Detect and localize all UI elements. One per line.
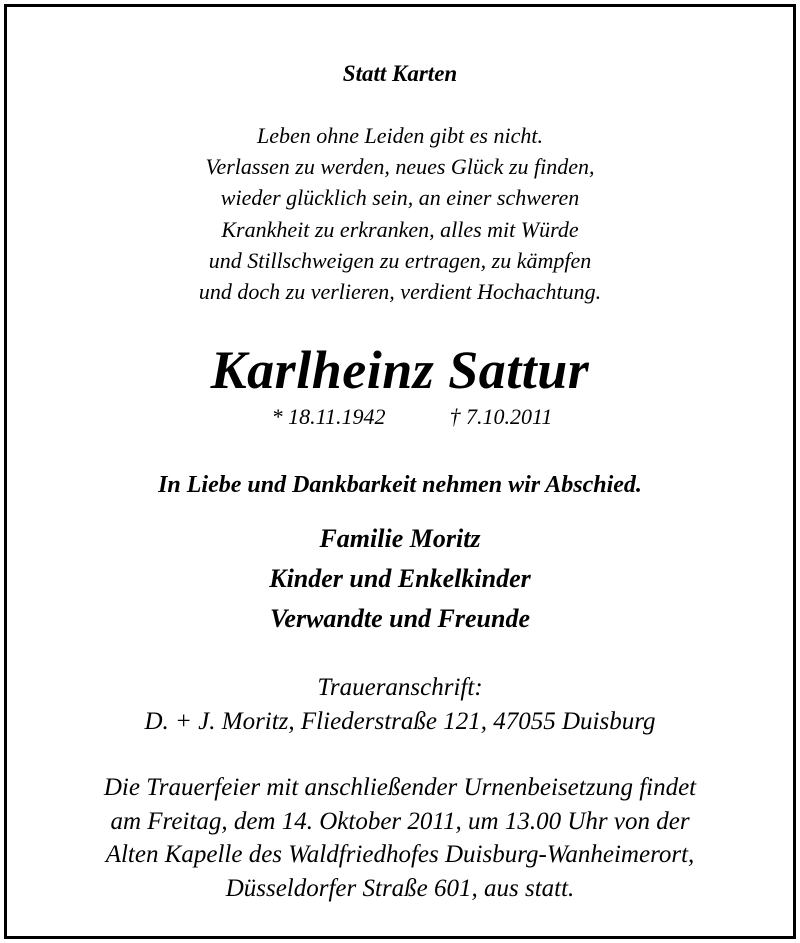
poem-line: und Stillschweigen zu ertragen, zu kämpfen xyxy=(208,247,592,273)
mourning-address xyxy=(7,671,793,739)
life-dates xyxy=(7,403,793,431)
poem xyxy=(7,120,793,307)
mourners-list xyxy=(7,519,793,639)
mourner-group: Kinder und Enkelkinder xyxy=(269,564,531,593)
poem-line: und doch zu verlieren, verdient Hochachtung. xyxy=(198,279,602,305)
poem-line: Leben ohne Leiden gibt es nicht. xyxy=(257,123,543,148)
ceremony-line: Düsseldorfer Straße 601, aus statt. xyxy=(225,874,575,902)
address-line: D. + J. Moritz, Fliederstraße 121, 47055 Duisburg xyxy=(144,708,656,735)
mourner-group: Verwandte und Freunde xyxy=(269,604,531,633)
deceased-name: Karlheinz Sattur xyxy=(210,340,590,400)
birth-date: * 18.11.1942 xyxy=(271,404,386,429)
poem-line: Krankheit zu erkranken, alles mit Würde xyxy=(221,216,579,242)
death-date: † 7.10.2011 xyxy=(449,404,553,429)
address-label: Traueranschrift: xyxy=(317,674,483,701)
poem-line: wieder glücklich sein, an einer schweren xyxy=(220,185,580,211)
mourner-group: Familie Moritz xyxy=(319,524,481,553)
ceremony-line: Alten Kapelle des Waldfriedhofes Duisburg-Wanheimerort, xyxy=(105,841,695,868)
obituary-notice xyxy=(4,4,796,939)
ceremony-details xyxy=(7,771,793,905)
ceremony-line: Die Trauerfeier mit anschließender Urnenbeisetzung findet xyxy=(103,774,697,801)
notice-heading: Statt Karten xyxy=(342,61,458,86)
ceremony-line: am Freitag, dem 14. Oktober 2011, um 13.00 Uhr von der xyxy=(110,807,690,835)
farewell-statement: In Liebe und Dankbarkeit nehmen wir Abschied. xyxy=(158,472,642,498)
poem-line: Verlassen zu werden, neues Glück zu finden, xyxy=(205,154,595,180)
